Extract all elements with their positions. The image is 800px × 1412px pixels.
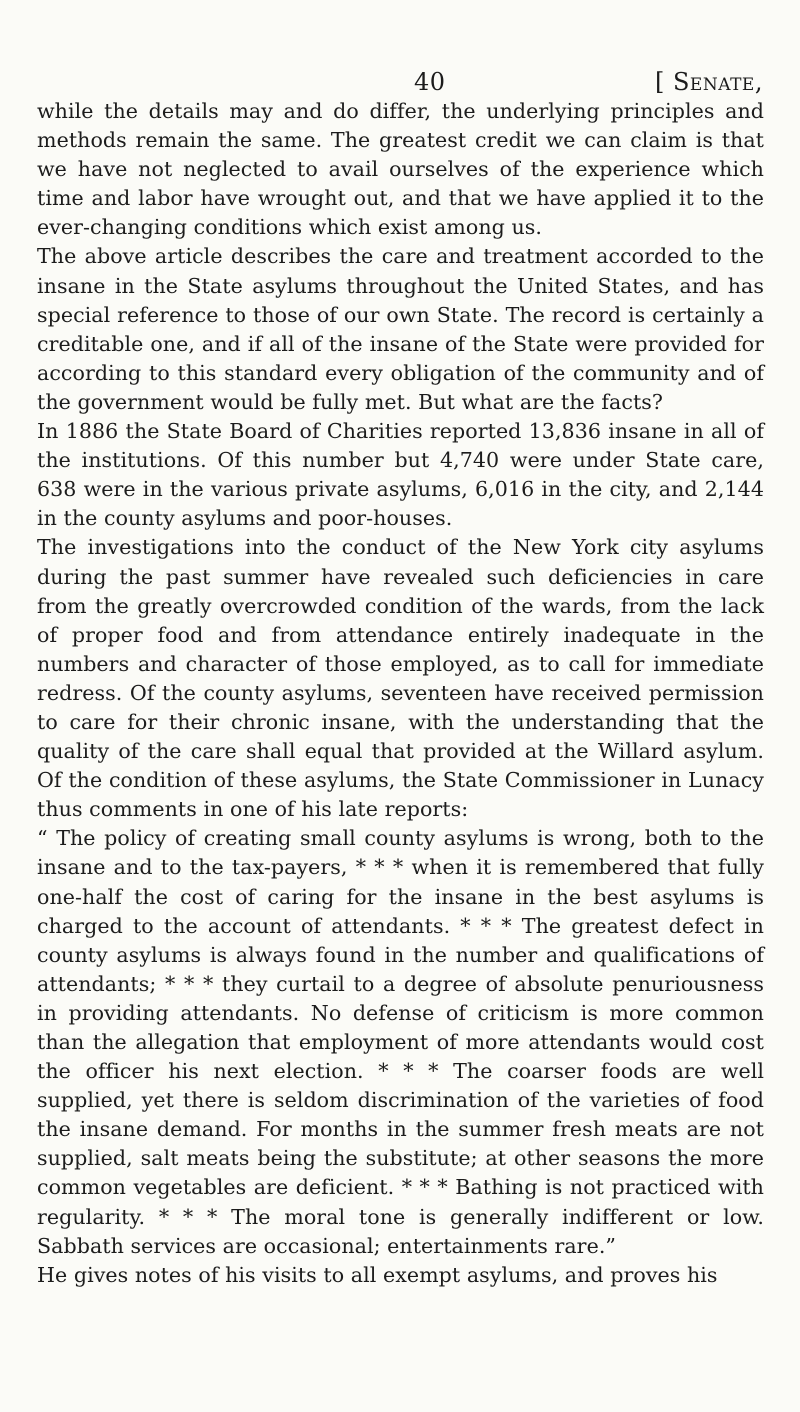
paragraph-1886-report: In 1886 the State Board of Charities reported 13,836 insane in all of the institutions. Of this number but 4,740 were under State care, 638 were in the various private asylums, 6,016 in the city, and 2,144 in the county asylums and poor-houses. <box>37 419 764 531</box>
page-number: 40 <box>414 68 446 96</box>
paragraph-investigations: The investigations into the conduct of the New York city asylums during the past summer have revealed such deficiencies in care from the greatly overcrowded condition of the wards, from the lack of proper food and from attendance entirely inadequate in the numbers and character of those employed, as to call for immediate redress. Of the county asylums, seventeen have received permission to care for their chronic insane, with the understanding that the quality of the care shall equal that provided at the Willard asylum. Of the condition of these asylums, the State Commissioner in Lunacy thus comments in one of his late reports: <box>37 535 764 822</box>
running-head: [ Senate, <box>655 68 763 96</box>
paragraph-visit-notes: He gives notes of his visits to all exempt asylums, and proves his <box>37 1262 718 1287</box>
page-header <box>0 68 800 100</box>
body-text <box>37 97 764 1290</box>
paragraph-article-description: The above article describes the care and treatment accorded to the insane in the State asylums throughout the United States, and has special reference to those of our own State. The record is certainly a creditable one, and if all of the insane of the State were provided for according to this standard every obligation of the community and of the government would be fully met. But what are the facts? <box>37 244 764 414</box>
paragraph-continuation: while the details may and do differ, the underlying principles and methods remain the same. The greatest credit we can claim is that we have not neglected to avail ourselves of the experience which time and labor have wrought out, and that we have applied it to the ever-changing conditions which exist among us. <box>37 99 764 240</box>
quoted-report: “ The policy of creating small county asylums is wrong, both to the insane and to the tax-payers, * * * when it is remembered that fully one-half the cost of caring for the insane in the best asylums is charged to the account of attendants. * * * The greatest defect in county asylums is always found in the number and qualifications of attendants; * * * they curtail to a degree of absolute penuriousness in providing attendants. No defense of criticism is more common than the allegation that employment of more attendants would cost the officer his next election. * * * The coarser foods are well supplied, yet there is seldom discrimination of the varieties of food the insane demand. For months in the summer fresh meats are not supplied, salt meats being the substitute; at other seasons the more common vegetables are deficient. * * * Bathing is not practiced with regularity. * * * The moral tone is generally indifferent or low. Sabbath services are occasional; entertainments rare.” <box>37 826 764 1258</box>
